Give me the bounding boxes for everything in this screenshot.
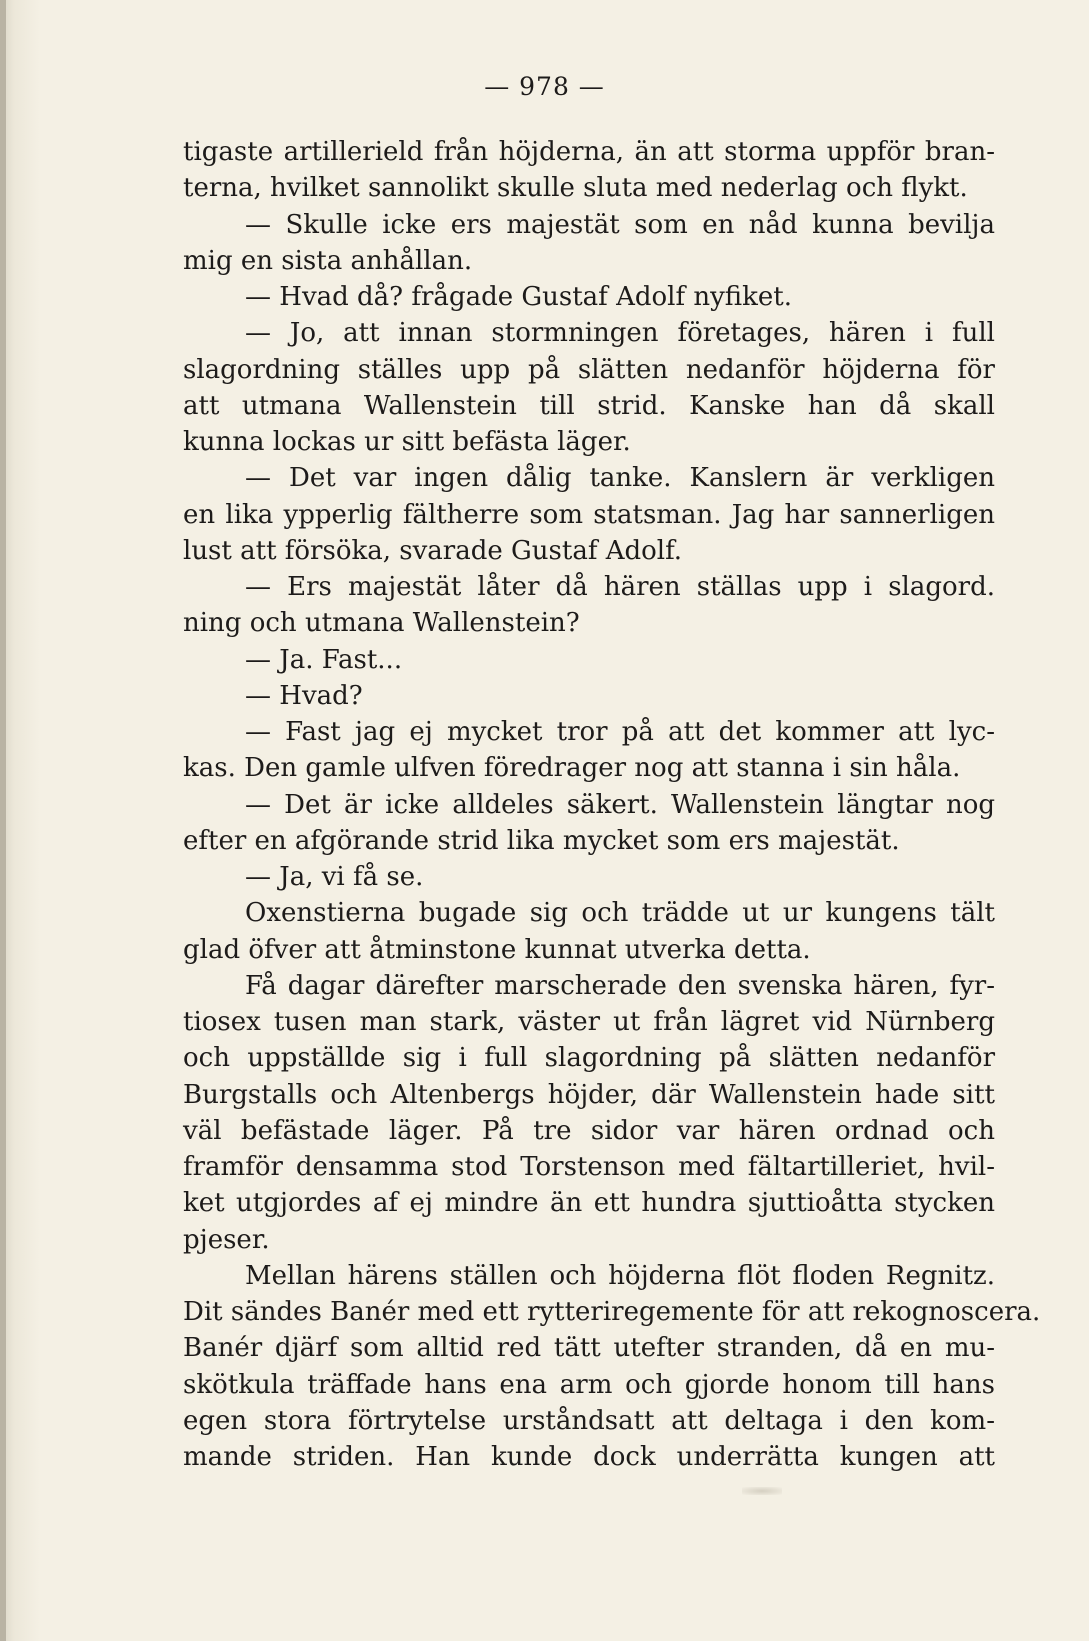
text-line: lust att försöka, svarade Gustaf Adolf. xyxy=(183,535,683,566)
text-line: pjeser. xyxy=(183,1224,270,1255)
text-line: — Ja, vi få se. xyxy=(245,862,424,892)
page-spine-shadow xyxy=(0,0,6,1641)
text-line: mig en sista anhållan. xyxy=(183,245,473,276)
text-line: Få dagar därefter marscherade den svenska hären, fyr- xyxy=(245,970,995,1001)
text-line: att utmana Wallenstein till strid. Kanske han då skall xyxy=(183,390,995,421)
text-line: — Ers majestät låter då hären ställas upp i slagord. xyxy=(245,572,995,602)
paper-speck xyxy=(742,1487,782,1495)
text-line: efter en afgörande strid lika mycket som ers majestät. xyxy=(183,825,900,856)
text-line: — Hvad? xyxy=(245,680,363,711)
text-line: ning och utmana Wallenstein? xyxy=(183,608,580,639)
text-line: Oxenstierna bugade sig och trädde ut ur kungens tält xyxy=(245,898,995,929)
text-line: framför densamma stod Torstenson med fältartilleriet, hvil- xyxy=(183,1152,995,1182)
text-line: skötkula träffade hans ena arm och gjorde honom till hans xyxy=(183,1369,995,1400)
page-number: — 978 — xyxy=(484,72,605,101)
text-line: Banér djärf som alltid red tätt utefter stranden, då en mu- xyxy=(183,1333,995,1364)
text-line: ket utgjordes af ej mindre än ett hundra sjuttioåtta stycken xyxy=(183,1188,995,1219)
text-line: tiosex tusen man stark, väster ut från lägret vid Nürnberg xyxy=(183,1007,995,1037)
text-line: glad öfver att åtminstone kunnat utverka detta. xyxy=(183,934,811,965)
text-line: Burgstalls och Altenbergs höjder, där Wallenstein hade sitt xyxy=(183,1079,995,1110)
text-line: terna, hvilket sannolikt skulle sluta med nederlag och flykt. xyxy=(183,173,968,204)
text-line: och uppställde sig i full slagordning på slätten nedanför xyxy=(183,1043,995,1074)
text-line: — Det är icke alldeles säkert. Wallenstein längtar nog xyxy=(245,789,995,820)
text-line: — Fast jag ej mycket tror på att det kommer att lyc- xyxy=(245,717,995,747)
text-line: — Det var ingen dålig tanke. Kanslern är verkligen xyxy=(245,463,995,494)
text-line: — Ja. Fast... xyxy=(245,644,403,675)
text-line: kas. Den gamle ulfven föredrager nog att stanna i sin håla. xyxy=(183,753,961,784)
text-line: mande striden. Han kunde dock underrätta kungen att xyxy=(183,1442,995,1472)
text-line: — Skulle icke ers majestät som en nåd kunna bevilja xyxy=(245,209,995,240)
text-line: — Jo, att innan stormningen företages, hären i full xyxy=(245,318,995,349)
body-text xyxy=(183,134,1041,1475)
text-line: kunna lockas ur sitt befästa läger. xyxy=(183,427,631,457)
text-line: Mellan härens ställen och höjderna flöt floden Regnitz. xyxy=(245,1260,995,1291)
text-line: väl befästade läger. På tre sidor var hären ordnad och xyxy=(183,1115,995,1146)
text-line: egen stora förtrytelse urståndsatt att deltaga i den kom- xyxy=(183,1405,995,1436)
text-line: en lika ypperlig fältherre som statsman. Jag har sannerligen xyxy=(183,499,995,530)
text-line: Dit sändes Banér med ett rytteriregemente för att rekognoscera. xyxy=(183,1297,1041,1327)
text-line: — Hvad då? frågade Gustaf Adolf nyfiket. xyxy=(245,282,792,312)
text-line: tigaste artillerield från höjderna, än att storma uppför bran- xyxy=(183,137,995,167)
text-line: slagordning ställes upp på slätten nedanför höjderna för xyxy=(183,354,995,385)
